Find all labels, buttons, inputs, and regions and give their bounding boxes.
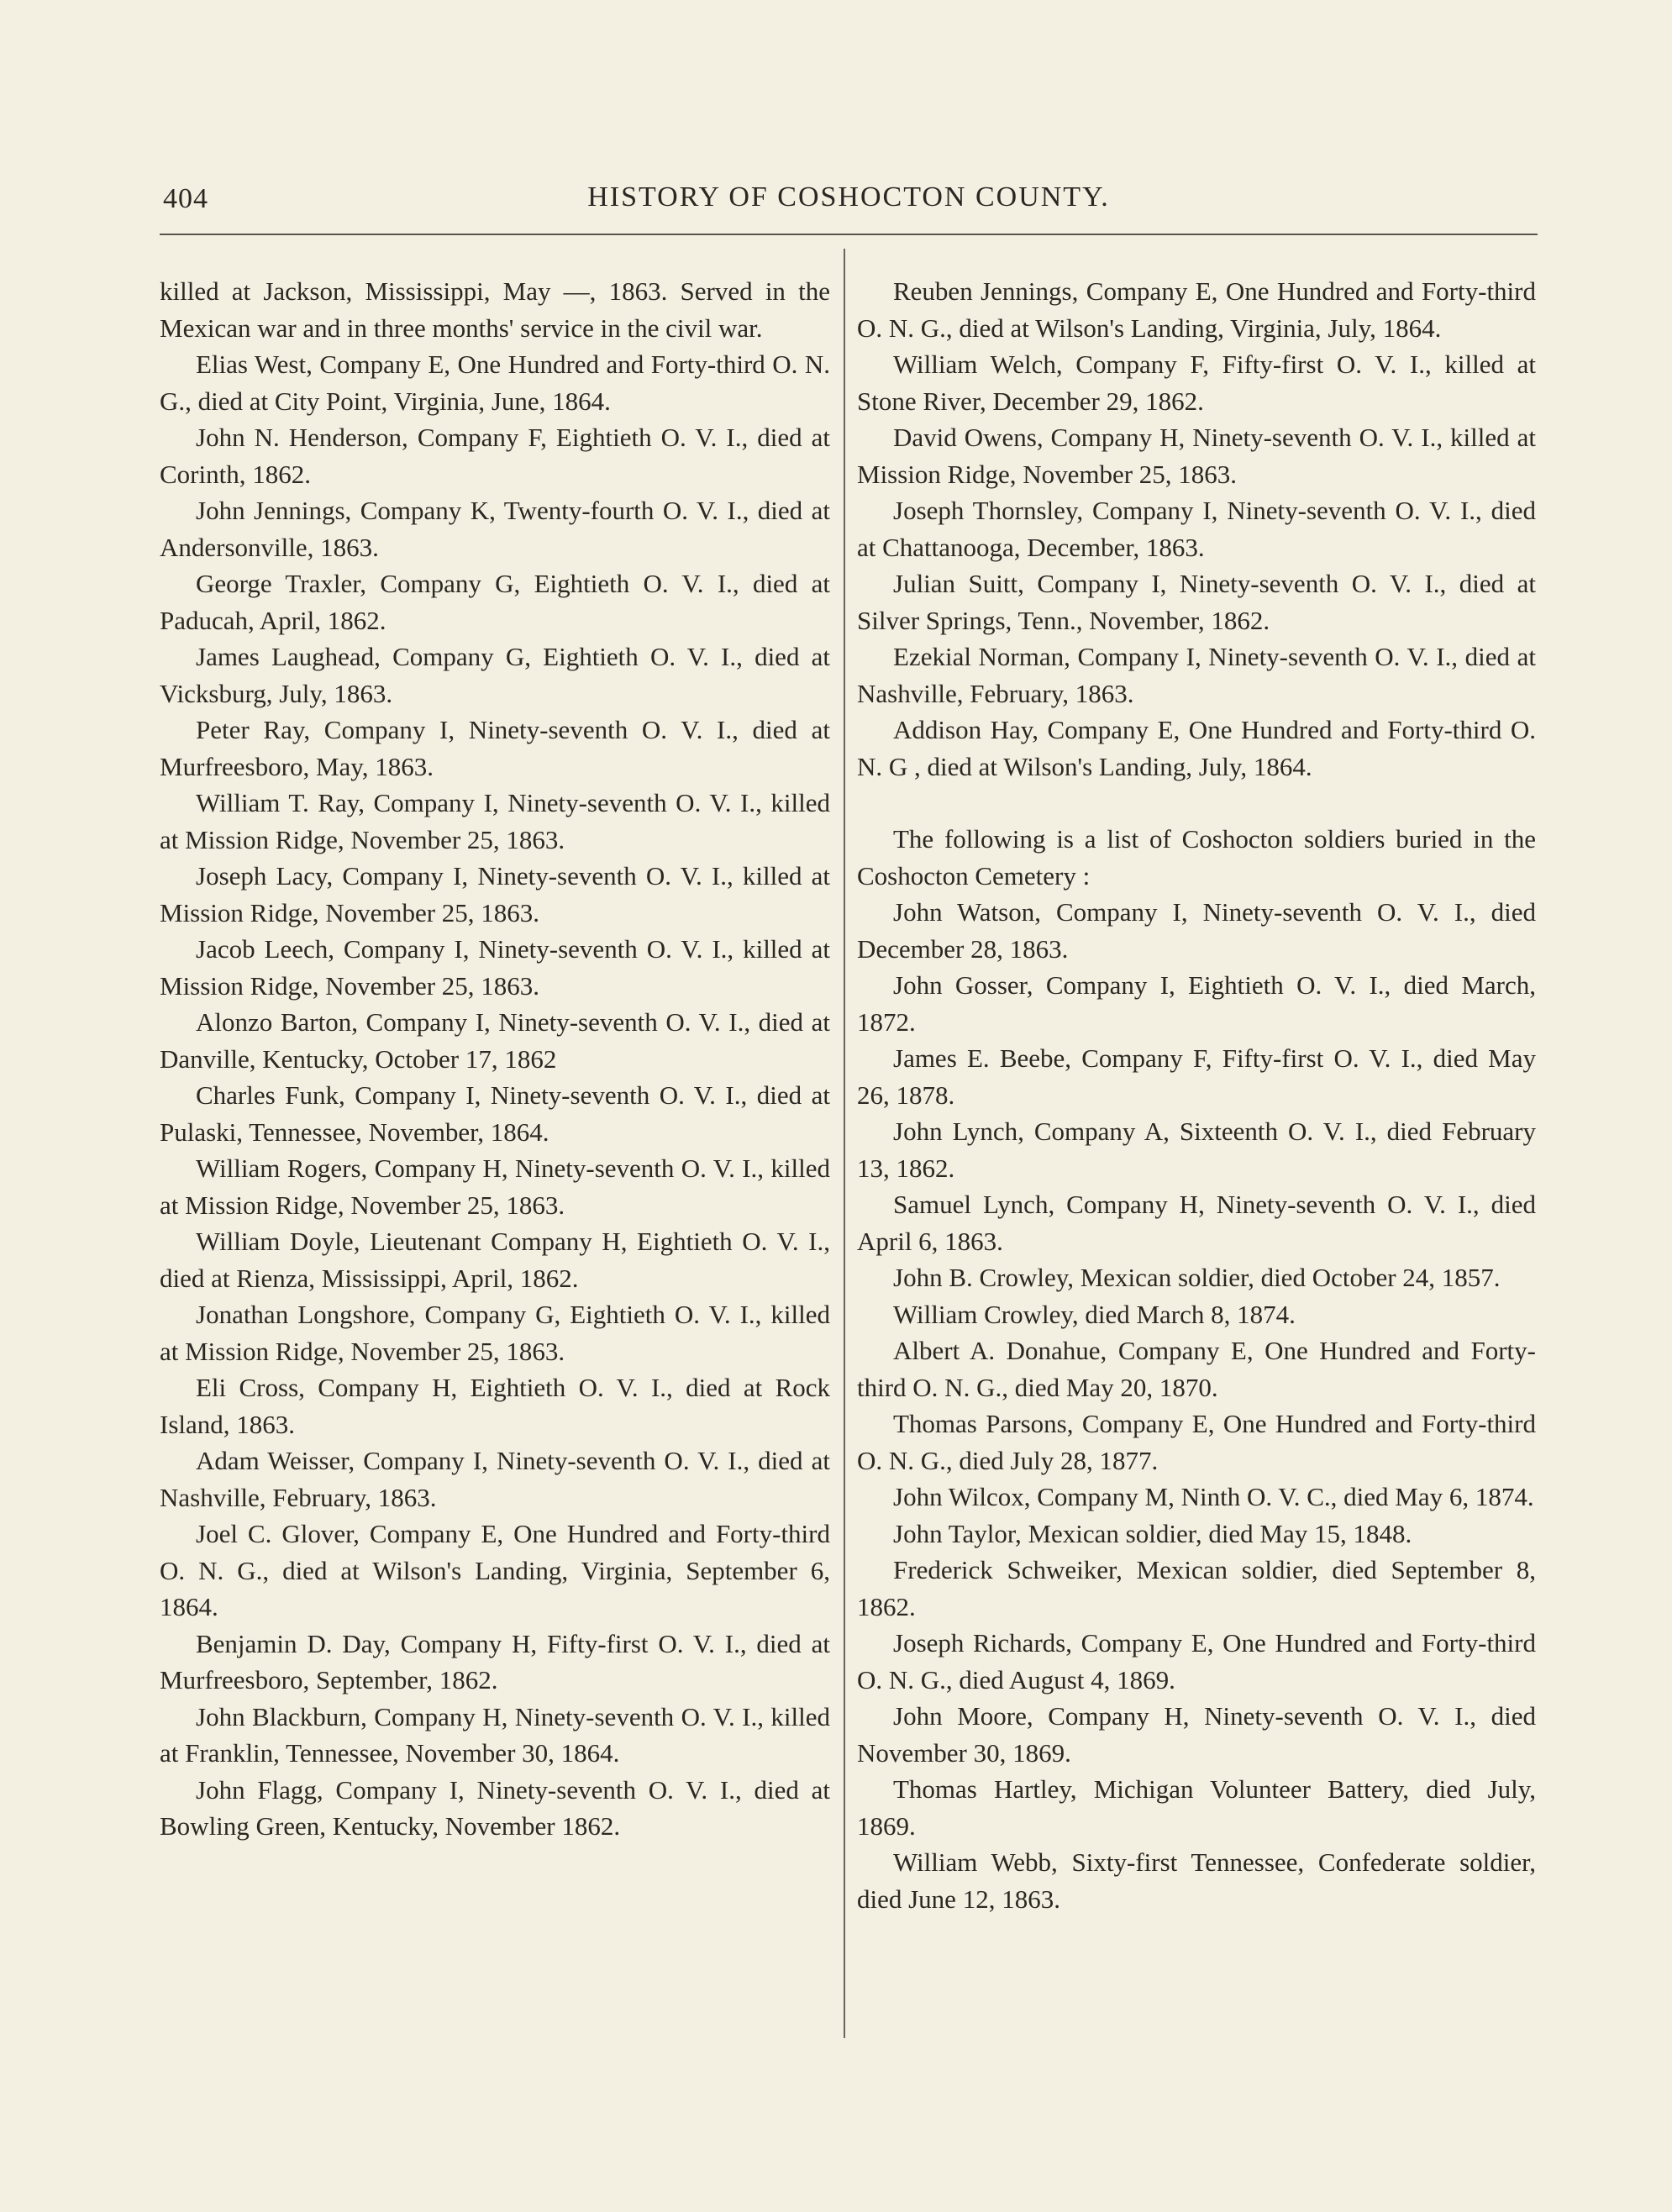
soldier-entry: Benjamin D. Day, Company H, Fifty-first O. V. I., died at Murfreesboro, September, 1862. — [160, 1628, 830, 1694]
page-number: 404 — [163, 183, 208, 214]
cemetery-entry: William Webb, Sixty-first Tennessee, Confederate soldier, died June 12, 1863. — [857, 1847, 1536, 1914]
soldier-entry: Jacob Leech, Company I, Ninety-seventh O. V. I., killed at Mission Ridge, November 25, 1863. — [160, 934, 830, 1001]
soldier-entry: Ezekial Norman, Company I, Ninety-seventh O. V. I., died at Nashville, February, 1863. — [857, 642, 1536, 708]
cemetery-entry: John Taylor, Mexican soldier, died May 15, 1848. — [893, 1518, 1412, 1548]
soldier-entry: Adam Weisser, Company I, Ninety-seventh O. V. I., died at Nashville, February, 1863. — [160, 1446, 830, 1512]
soldier-entry: David Owens, Company H, Ninety-seventh O. V. I., killed at Mission Ridge, November 25, 1863. — [857, 423, 1536, 489]
soldier-entry: James Laughead, Company G, Eightieth O. V. I., died at Vicksburg, July, 1863. — [160, 642, 830, 708]
soldier-entry: William T. Ray, Company I, Ninety-seventh O. V. I., killed at Mission Ridge, November 25, 1863. — [160, 788, 830, 854]
cemetery-entry: John Gosser, Company I, Eightieth O. V. I., died March, 1872. — [857, 970, 1536, 1037]
soldier-entry: Joseph Lacy, Company I, Ninety-seventh O. V. I., killed at Mission Ridge, November 25, 1863. — [160, 861, 830, 927]
soldier-entry: John Flagg, Company I, Ninety-seventh O. V. I., died at Bowling Green, Kentucky, November 1862. — [160, 1774, 830, 1841]
soldier-entry: Elias West, Company E, One Hundred and Forty-third O. N. G., died at City Point, Virginia, June, 1864. — [160, 349, 830, 416]
cemetery-entry: John Lynch, Company A, Sixteenth O. V. I., died February 13, 1862. — [857, 1117, 1536, 1183]
cemetery-entry: John Moore, Company H, Ninety-seventh O. V. I., died November 30, 1869. — [857, 1701, 1536, 1768]
cemetery-entry: Joseph Richards, Company E, One Hundred and Forty-third O. N. G., died August 4, 1869. — [857, 1628, 1536, 1694]
soldier-entry: Eli Cross, Company H, Eightieth O. V. I., died at Rock Island, 1863. — [160, 1373, 830, 1439]
soldier-entry: George Traxler, Company G, Eightieth O. V. I., died at Paducah, April, 1862. — [160, 569, 830, 635]
soldier-entry: William Welch, Company F, Fifty-first O. V. I., killed at Stone River, December 29, 1862. — [857, 349, 1536, 416]
soldier-entry: Joel C. Glover, Company E, One Hundred and Forty-third O. N. G., died at Wilson's Landing, Virginia, September 6, 1864. — [160, 1519, 830, 1621]
soldier-entry: William Rogers, Company H, Ninety-seventh O. V. I., killed at Mission Ridge, November 25, 1863. — [160, 1153, 830, 1220]
soldier-entry: Addison Hay, Company E, One Hundred and Forty-third O. N. G , died at Wilson's Landing, July, 1864. — [857, 715, 1536, 781]
soldier-entry: Reuben Jennings, Company E, One Hundred and Forty-third O. N. G., died at Wilson's Landing, Virginia, July, 1864. — [857, 276, 1536, 343]
soldier-entry: John Blackburn, Company H, Ninety-seventh O. V. I., killed at Franklin, Tennessee, November 30, 1864. — [160, 1701, 830, 1768]
cemetery-entry: Albert A. Donahue, Company E, One Hundred and Forty-third O. N. G., died May 20, 1870. — [857, 1336, 1536, 1402]
header-rule — [160, 234, 1538, 235]
soldier-entry: Julian Suitt, Company I, Ninety-seventh O. V. I., died at Silver Springs, Tenn., November, 1862. — [857, 569, 1536, 635]
column-divider — [844, 249, 845, 2038]
soldier-entry: Joseph Thornsley, Company I, Ninety-seventh O. V. I., died at Chattanooga, December, 1863. — [857, 496, 1536, 562]
cemetery-entry: James E. Beebe, Company F, Fifty-first O. V. I., died May 26, 1878. — [857, 1043, 1536, 1110]
cemetery-entry: Frederick Schweiker, Mexican soldier, died September 8, 1862. — [857, 1555, 1536, 1621]
soldier-entry: Charles Funk, Company I, Ninety-seventh O. V. I., died at Pulaski, Tennessee, November, 1864. — [160, 1080, 830, 1147]
cemetery-entry: John Watson, Company I, Ninety-seventh O. V. I., died December 28, 1863. — [857, 897, 1536, 964]
cemetery-entry: Samuel Lynch, Company H, Ninety-seventh O. V. I., died April 6, 1863. — [857, 1190, 1536, 1256]
cemetery-entry: John Wilcox, Company M, Ninth O. V. C., died May 6, 1874. — [893, 1482, 1534, 1511]
left-column — [160, 273, 830, 1845]
cemetery-entry: Thomas Hartley, Michigan Volunteer Battery, died July, 1869. — [857, 1774, 1536, 1841]
page-header — [160, 176, 1538, 227]
cemetery-list-intro: The following is a list of Coshocton soldiers buried in the Coshocton Cemetery : — [857, 824, 1536, 891]
soldier-entry: John Jennings, Company K, Twenty-fourth O. V. I., died at Andersonville, 1863. — [160, 496, 830, 562]
soldier-entry: killed at Jackson, Mississippi, May —, 1863. Served in the Mexican war and in three months' service in the civil war. — [160, 276, 830, 343]
running-title: HISTORY OF COSHOCTON COUNTY. — [587, 181, 1110, 213]
soldier-entry: Jonathan Longshore, Company G, Eightieth O. V. I., killed at Mission Ridge, November 25, 1863. — [160, 1300, 830, 1366]
soldier-entry: Peter Ray, Company I, Ninety-seventh O. V. I., died at Murfreesboro, May, 1863. — [160, 715, 830, 781]
cemetery-entry: Thomas Parsons, Company E, One Hundred and Forty-third O. N. G., died July 28, 1877. — [857, 1409, 1536, 1475]
cemetery-entry: John B. Crowley, Mexican soldier, died October 24, 1857. — [893, 1263, 1501, 1292]
cemetery-entry: William Crowley, died March 8, 1874. — [893, 1299, 1296, 1329]
right-column — [857, 273, 1536, 1917]
soldier-entry: Alonzo Barton, Company I, Ninety-seventh O. V. I., died at Danville, Kentucky, October 17, 1862 — [160, 1007, 830, 1074]
soldier-entry: John N. Henderson, Company F, Eightieth O. V. I., died at Corinth, 1862. — [160, 423, 830, 489]
soldier-entry: William Doyle, Lieutenant Company H, Eightieth O. V. I., died at Rienza, Mississippi, April, 1862. — [160, 1227, 830, 1293]
